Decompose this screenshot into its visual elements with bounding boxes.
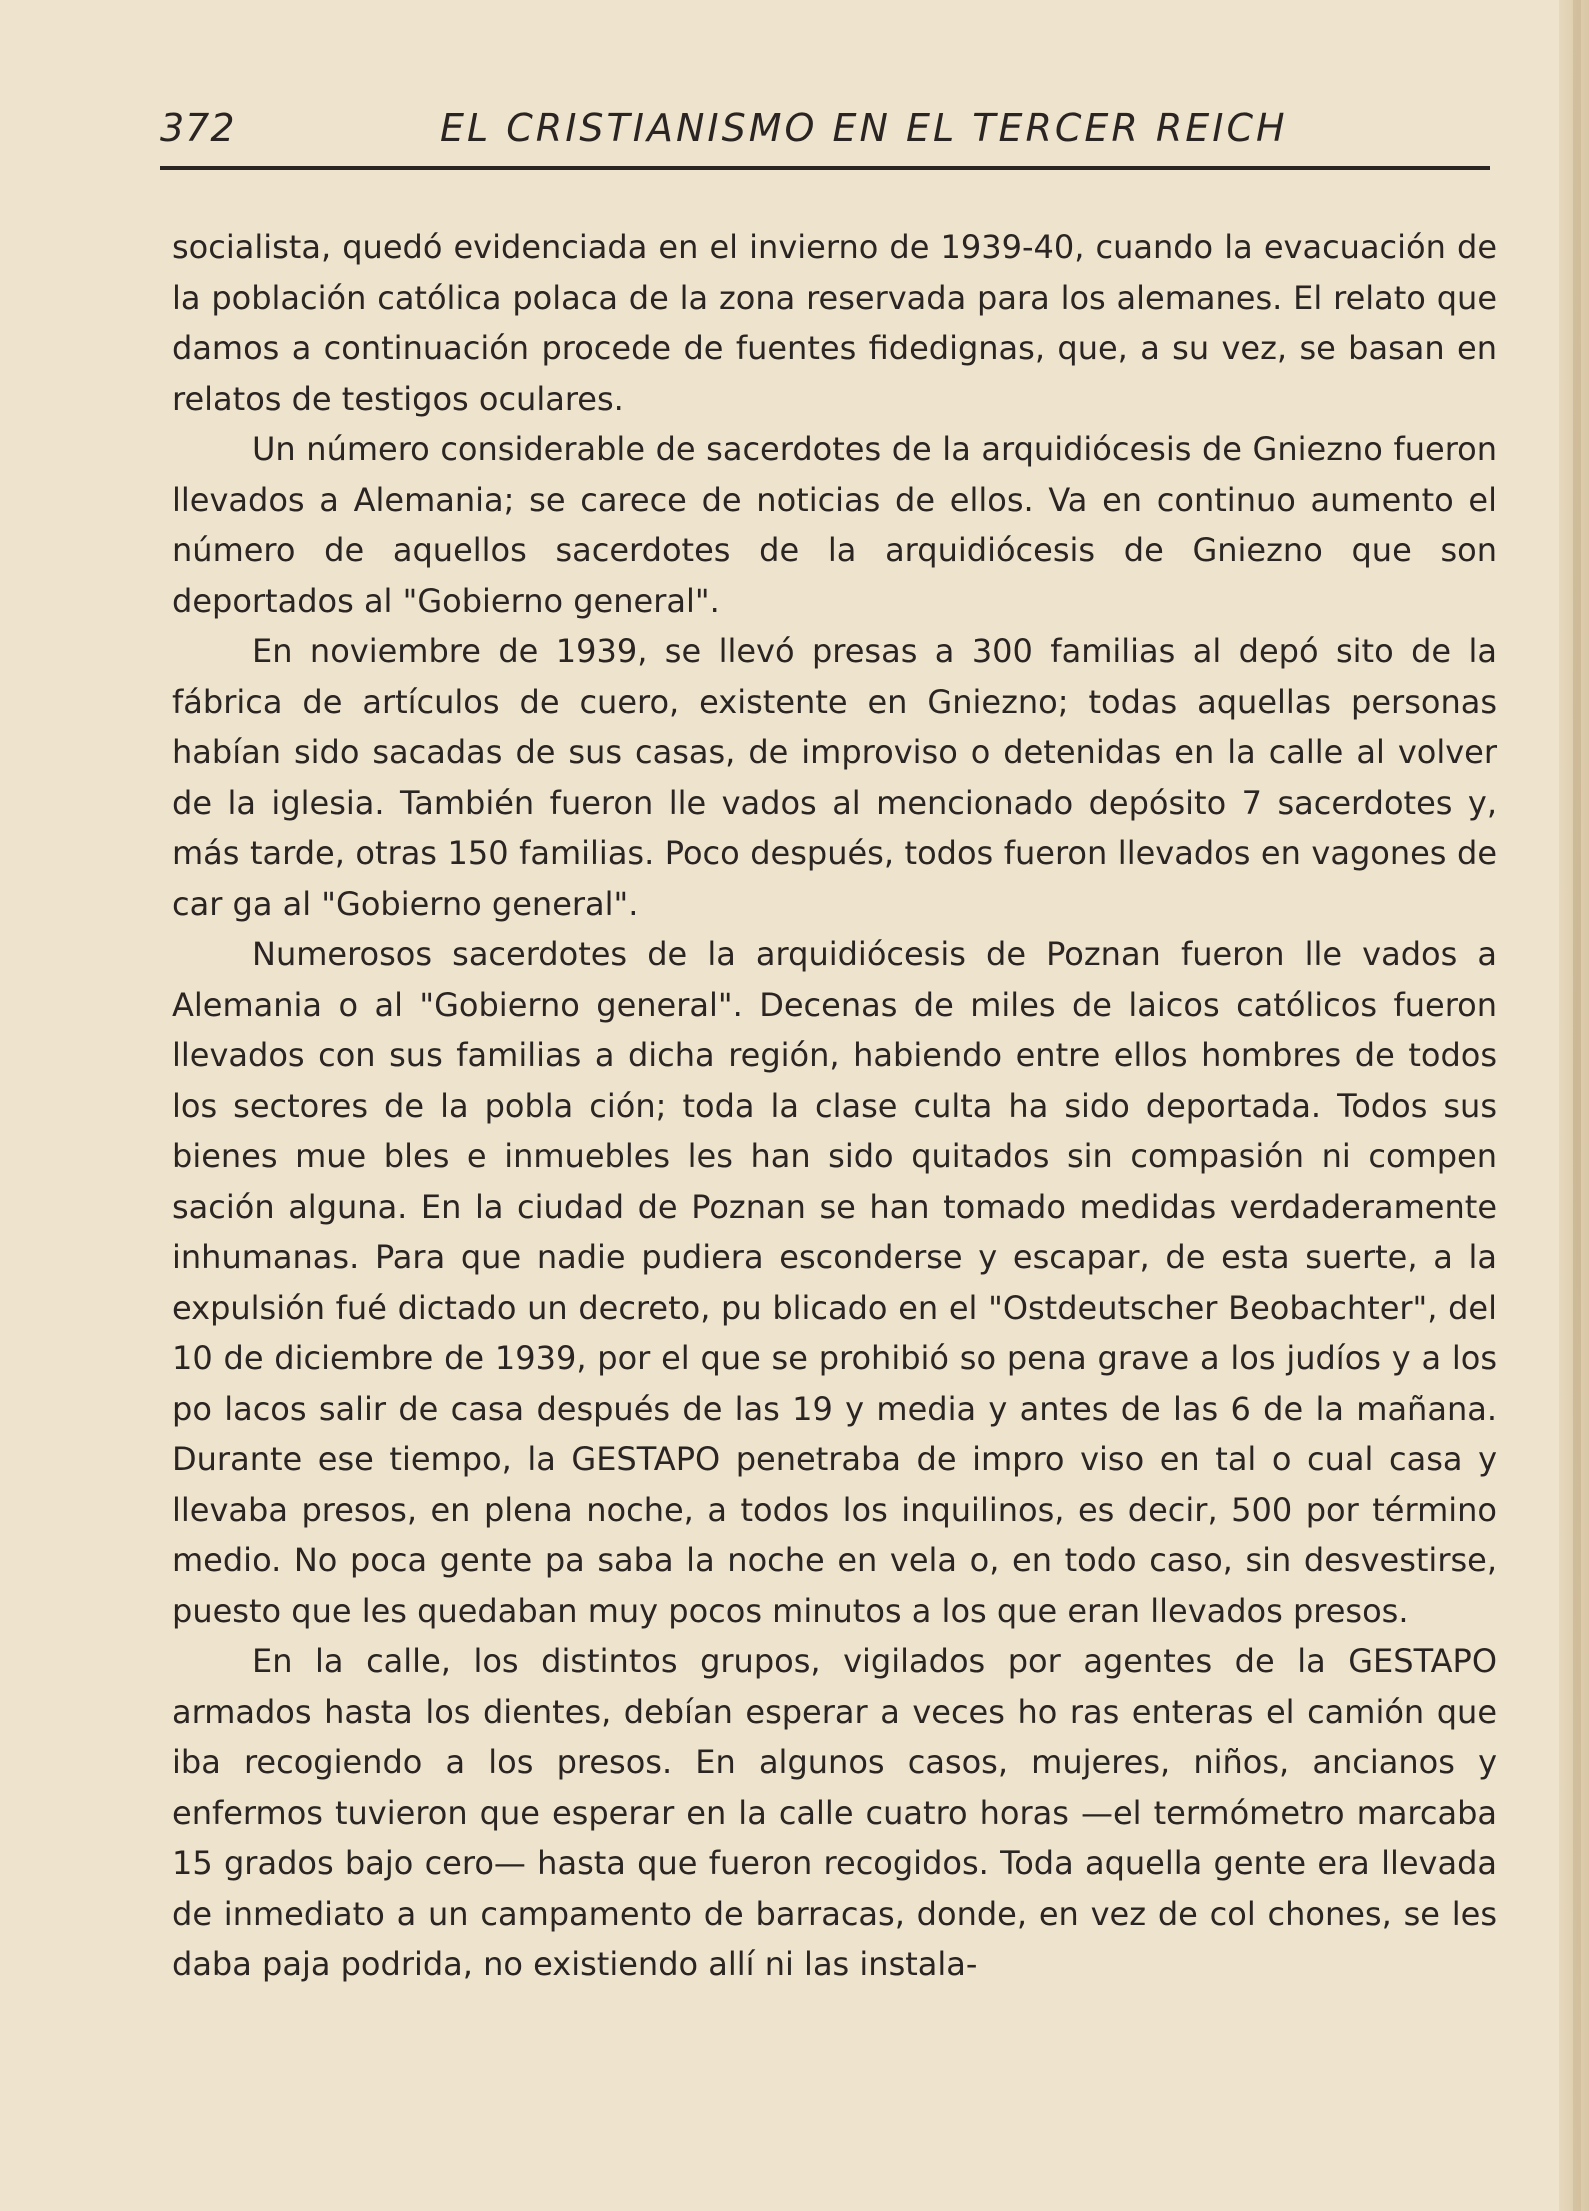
running-head bbox=[160, 106, 1490, 166]
page-number: 372 bbox=[160, 106, 236, 150]
running-title: EL CRISTIANISMO EN EL TERCER REICH bbox=[440, 106, 1288, 150]
paragraph: En la calle, los distintos grupos, vigilados por agentes de la GESTAPO armados hasta los dientes, debían esperar a veces ho ras enteras el camión que iba recogiendo a los presos. En algunos casos, mujeres, niños, ancianos y enfermos tuvieron que esperar en la calle cuatro horas —el termómetro marcaba 15 grados bajo cero— hasta que fueron recogidos. Toda aquella gente era llevada de inmediato a un campamento de barracas, donde, en vez de col chones, se les daba paja podrida, no existiendo allí ni las instala- bbox=[172, 1642, 1497, 1983]
page-edge bbox=[1559, 0, 1589, 2211]
body-text bbox=[172, 222, 1497, 1990]
header-rule bbox=[160, 166, 1490, 170]
paragraph: socialista, quedó evidenciada en el invierno de 1939-40, cuando la evacuación de la población católica polaca de la zona reservada para los alemanes. El relato que damos a continuación procede de fuentes fidedignas, que, a su vez, se basan en relatos de testigos oculares. bbox=[172, 228, 1497, 418]
paragraph: Numerosos sacerdotes de la arquidiócesis de Poznan fueron lle vados a Alemania o al "Gobierno general". Decenas de miles de laicos católicos fueron llevados con sus familias a dicha región, habiendo entre ellos hombres de todos los sectores de la pobla ción; toda la clase culta ha sido deportada. Todos sus bienes mue bles e inmuebles les han sido quitados sin compasión ni compen sación alguna. En la ciudad de Poznan se han tomado medidas verdaderamente inhumanas. Para que nadie pudiera esconderse y escapar, de esta suerte, a la expulsión fué dictado un decreto, pu blicado en el "Ostdeutscher Beobachter", del 10 de diciembre de 1939, por el que se prohibió so pena grave a los judíos y a los po lacos salir de casa después de las 19 y media y antes de las 6 de la mañana. Durante ese tiempo, la GESTAPO penetraba de impro viso en tal o cual casa y llevaba presos, en plena noche, a todos los inquilinos, es decir, 500 por término medio. No poca gente pa saba la noche en vela o, en todo caso, sin desvestirse, puesto que les quedaban muy pocos minutos a los que eran llevados presos. bbox=[172, 935, 1497, 1630]
spine-shadow bbox=[1573, 0, 1581, 2211]
paragraph: Un número considerable de sacerdotes de la arquidiócesis de Gniezno fueron llevados a Alemania; se carece de noticias de ellos. Va en continuo aumento el número de aquellos sacerdotes de la arquidiócesis de Gniezno que son deportados al "Gobierno general". bbox=[172, 430, 1497, 620]
paragraph: En noviembre de 1939, se llevó presas a 300 familias al depó sito de la fábrica de artículos de cuero, existente en Gniezno; todas aquellas personas habían sido sacadas de sus casas, de improviso o detenidas en la calle al volver de la iglesia. También fueron lle vados al mencionado depósito 7 sacerdotes y, más tarde, otras 150 familias. Poco después, todos fueron llevados en vagones de car ga al "Gobierno general". bbox=[172, 632, 1497, 923]
